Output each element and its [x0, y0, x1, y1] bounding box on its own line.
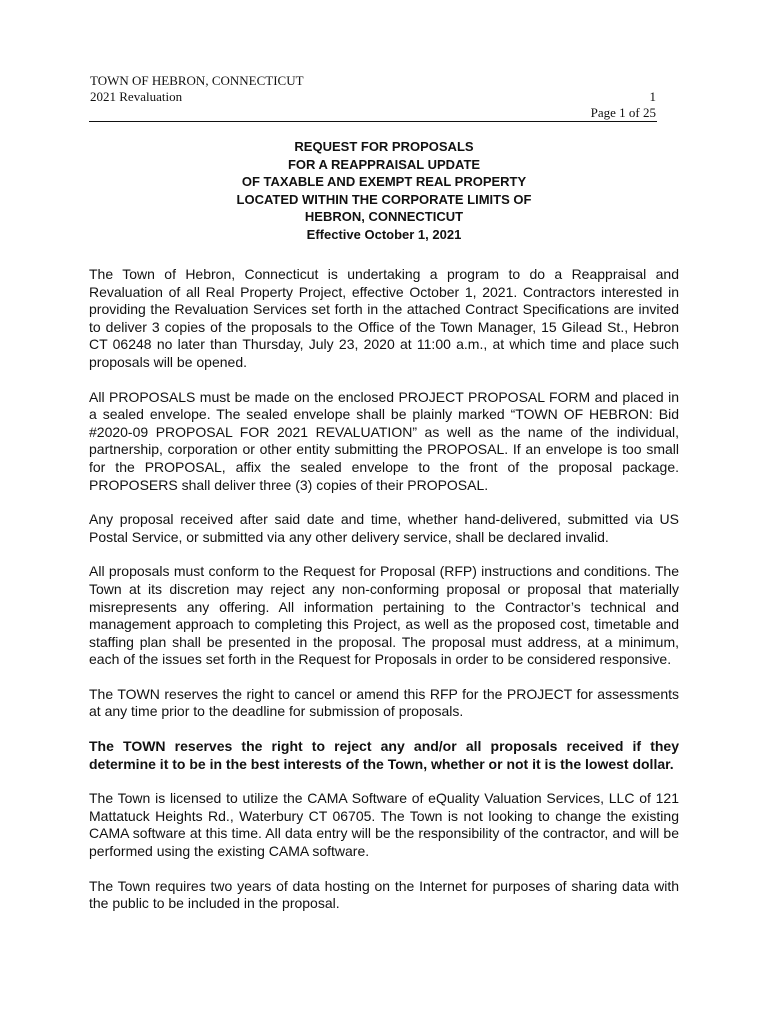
- header-page-number: 1: [649, 89, 656, 104]
- title-line: LOCATED WITHIN THE CORPORATE LIMITS OF: [236, 191, 532, 207]
- paragraph-intro: The Town of Hebron, Connecticut is undertaking a program to do a Reappraisal and Revaluation of all Real Property Project, effective October 1, 2021. Contractors interested in providing the Revaluation Services set forth in the attached Contract Specifications are invited to deliver 3 copies of the proposals to the Office of the Town Manager, 15 Gilead St., Hebron CT 06248 no later than Thursday, July 23, 2020 at 11:00 a.m., at which time and place such proposals will be opened.: [89, 266, 679, 370]
- paragraph-submission: All PROPOSALS must be made on the enclosed PROJECT PROPOSAL FORM and placed in a sealed envelope. The sealed envelope shall be plainly marked “TOWN OF HEBRON: Bid #2020-09 PROPOSAL FOR 2021 REVALUATION” as well as the name of the individual, partnership, corporation or other entity submitting the PROPOSAL. If an envelope is too small for the PROPOSAL, affix the sealed envelope to the front of the proposal package. PROPOSERS shall deliver three (3) copies of their PROPOSAL.: [89, 388, 679, 493]
- paragraph-late-proposals: Any proposal received after said date and time, whether hand-delivered, submitted via US Postal Service, or submitted via any other delivery service, shall be declared invalid.: [89, 511, 679, 545]
- paragraph-cama-software: The Town is licensed to utilize the CAMA Software of eQuality Valuation Services, LLC of 121 Mattatuck Heights Rd., Waterbury CT 06705. The Town is not looking to change the existing CAMA software at this time. All data entry will be the responsibility of the contractor, and will be performed using the existing CAMA software.: [89, 790, 679, 860]
- document-body: [89, 266, 679, 930]
- header-project: 2021 Revaluation: [90, 89, 183, 104]
- document-title: [89, 138, 679, 244]
- header-org: TOWN OF HEBRON, CONNECTICUT: [90, 73, 304, 88]
- title-line: OF TAXABLE AND EXEMPT REAL PROPERTY: [241, 174, 527, 190]
- paragraph-data-hosting: The Town requires two years of data hosting on the Internet for purposes of sharing data with the public to be included in the proposal.: [89, 877, 679, 912]
- title-line: FOR A REAPPRAISAL UPDATE: [287, 156, 481, 172]
- header-page-of: Page 1 of 25: [590, 105, 656, 120]
- title-line-effective-date: Effective October 1, 2021: [306, 226, 462, 242]
- paragraph-reject-rights: The TOWN reserves the right to reject any and/or all proposals received if they determine it to be in the best interests of the Town, whether or not it is the lowest dollar.: [89, 738, 679, 772]
- header-divider: [89, 121, 657, 122]
- title-line: REQUEST FOR PROPOSALS: [294, 139, 474, 154]
- paragraph-conformance: All proposals must conform to the Request for Proposal (RFP) instructions and conditions. The Town at its discretion may reject any non-conforming proposal or proposal that materially misrepresents any offering. All information pertaining to the Contractor’s technical and management approach to completing this Project, as well as the proposed cost, timetable and staffing plan shall be presented in the proposal. The proposal must address, at a minimum, each of the issues set forth in the Request for Proposals in order to be considered responsive.: [89, 563, 679, 668]
- paragraph-cancel-amend: The TOWN reserves the right to cancel or amend this RFP for the PROJECT for assessments at any time prior to the deadline for submission of proposals.: [89, 685, 679, 720]
- title-line: HEBRON, CONNECTICUT: [304, 209, 464, 225]
- page-header-left: [90, 73, 304, 105]
- page-header-right: [591, 89, 656, 121]
